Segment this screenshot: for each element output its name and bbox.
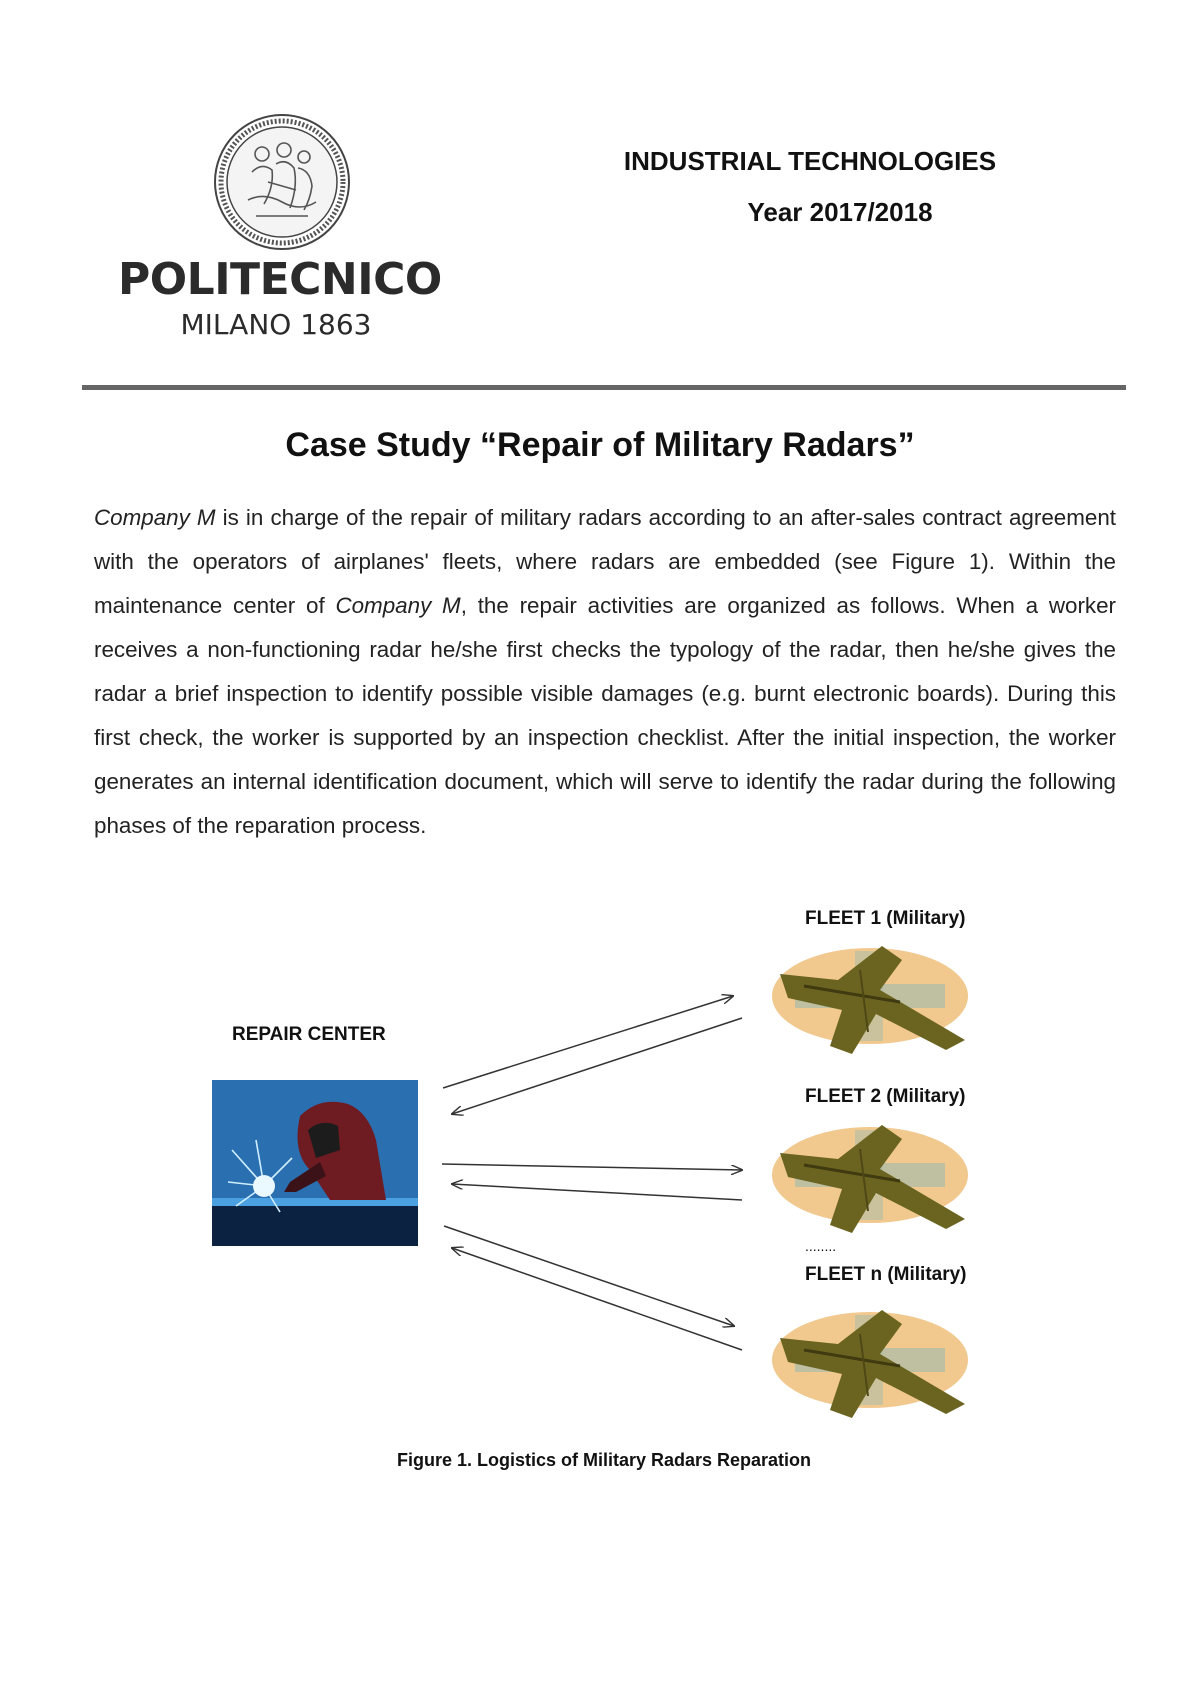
figure-caption: Figure 1. Logistics of Military Radars Reparation bbox=[396, 1450, 812, 1470]
fleet-2-plane-icon bbox=[772, 1125, 968, 1233]
logo-name: POLITECNICO bbox=[118, 254, 442, 305]
fleet-ellipsis: ........ bbox=[805, 1238, 837, 1254]
academic-year: Year 2017/2018 bbox=[747, 197, 933, 227]
repair-center-label: REPAIR CENTER bbox=[232, 1024, 386, 1045]
company-name: Company M bbox=[94, 505, 216, 530]
logo-city: MILANO 1863 bbox=[180, 308, 372, 341]
fleet-2-label: FLEET 2 (Military) bbox=[805, 1086, 966, 1107]
politecnico-logo bbox=[118, 112, 442, 342]
fleet-1-plane-icon bbox=[772, 946, 968, 1054]
university-seal-icon bbox=[212, 112, 352, 252]
logistics-arrows bbox=[442, 996, 742, 1350]
course-title: INDUSTRIAL TECHNOLOGIES bbox=[623, 146, 997, 176]
fleet-1-label: FLEET 1 (Military) bbox=[805, 908, 966, 929]
body-text-part: , the repair activities are organized as follows. When a worker receives a non-functioning radar he/she first checks the typology of the radar, then he/she gives the radar a brief inspection to identify possible visible damages (e.g. burnt electronic boards). During this first check, the worker is supported by an inspection checklist. After the initial inspection, the worker generates an internal identification document, which will serve to identify the radar during the following phases of the reparation process. bbox=[94, 593, 1117, 838]
body-text-part: is in charge of the repair of military radars according to an after-sales contract agreement with the operators of airplanes' fleets, where radars are embedded (see Figure 1). Within the maintenance center of bbox=[94, 505, 1116, 618]
logistics-figure bbox=[180, 900, 1060, 1420]
fleet-n-plane-icon bbox=[772, 1310, 968, 1418]
header-divider bbox=[82, 385, 1126, 390]
fleet-n-label: FLEET n (Military) bbox=[805, 1264, 967, 1285]
company-name: Company M bbox=[335, 593, 461, 618]
page-title: Case Study “Repair of Military Radars” bbox=[285, 426, 915, 464]
repair-center-image bbox=[212, 1080, 418, 1246]
body-paragraph bbox=[94, 496, 1116, 848]
